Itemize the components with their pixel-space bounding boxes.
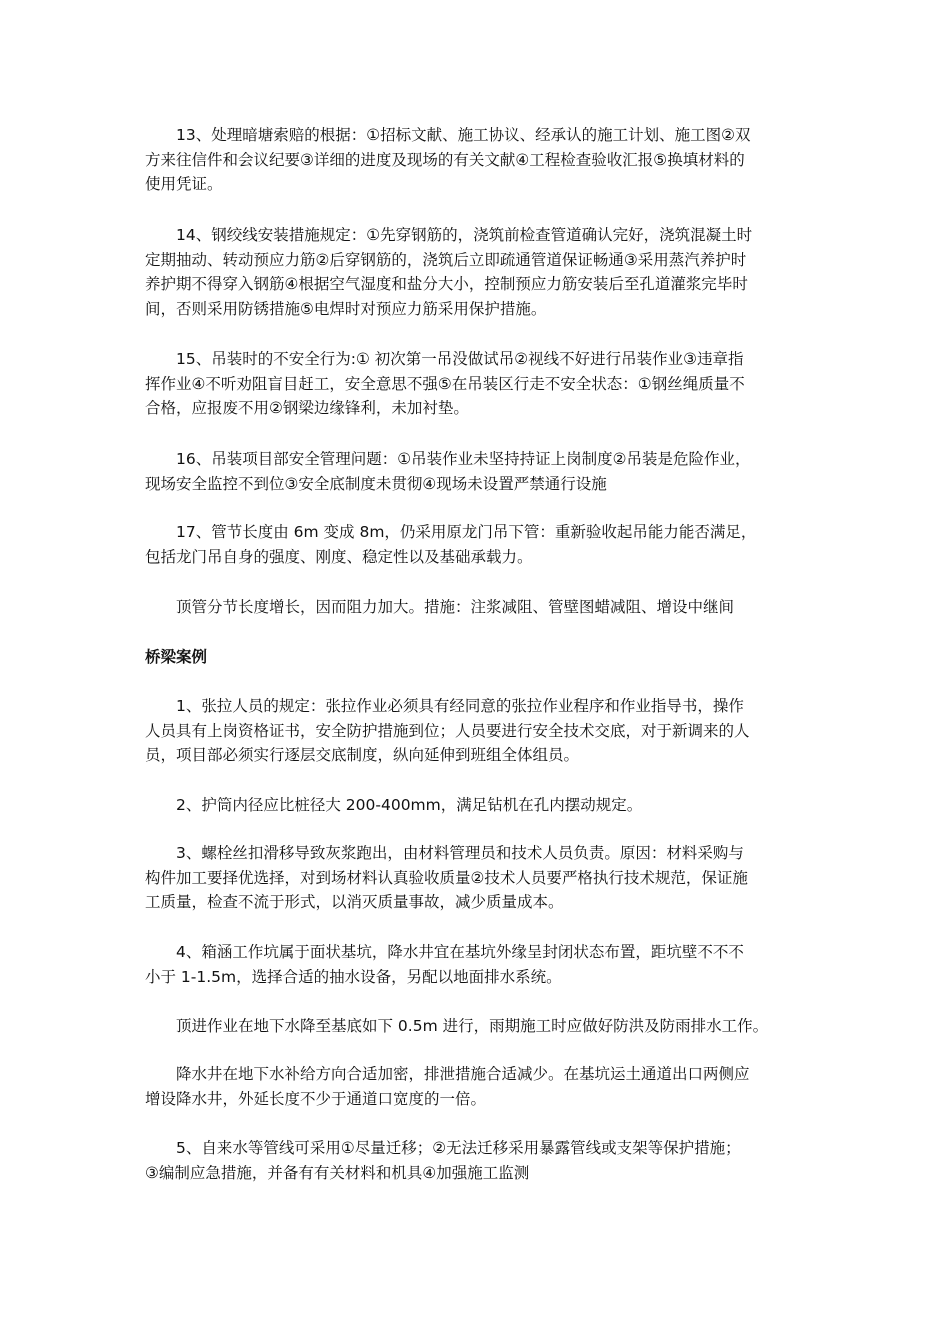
bridge-paragraph-1	[145, 694, 805, 768]
text-line: 顶管分节长度增长，因而阻力加大。措施：注浆减阻、管壁图蜡减阻、增设中继间	[176, 598, 735, 616]
paragraph-15	[145, 347, 805, 421]
paragraph-16	[145, 447, 805, 496]
text-line: 15、吊装时的不安全行为:① 初次第一吊没做试吊②视线不好进行吊装作业③违章指	[176, 350, 744, 368]
text-line: 人员具有上岗资格证书，安全防护措施到位；人员要进行安全技术交底，对于新调来的人	[145, 721, 750, 740]
bridge-paragraph-dewatering	[145, 1062, 805, 1111]
text-line: 挥作业④不听劝阻盲目赶工，安全意思不强⑤在吊装区行走不安全状态：①钢丝绳质量不	[145, 374, 745, 393]
text-line: 14、钢绞线安装措施规定：①先穿钢筋的，浇筑前检查管道确认完好，浇筑混凝土时	[176, 226, 753, 244]
text-line: 员，项目部必须实行逐层交底制度，纵向延伸到班组全体组员。	[145, 746, 580, 764]
text-line: 小于 1-1.5m，选择合适的抽水设备，另配以地面排水系统。	[145, 967, 562, 986]
text-line: 17、管节长度由 6m 变成 8m，仍采用原龙门吊下管：重新验收起吊能力能否满足，	[176, 523, 757, 541]
text-line: 养护期不得穿入钢筋④根据空气湿度和盐分大小，控制预应力筋安装后至孔道灌浆完毕时	[145, 275, 748, 293]
text-line: ③编制应急措施，并备有有关材料和机具④加强施工监测	[145, 1163, 530, 1182]
text-line: 使用凭证。	[145, 175, 223, 193]
text-line: 构件加工要择优选择，对到场材料认真验收质量②技术人员要严格执行技术规范，保证施	[145, 868, 748, 887]
section-title: 桥梁案例	[145, 648, 208, 666]
paragraph-jacking	[145, 595, 805, 620]
text-line: 间，否则采用防锈措施⑤电焊时对预应力筋采用保护措施。	[145, 299, 547, 318]
paragraph-13	[145, 123, 805, 197]
text-line: 3、螺栓丝扣滑移导致灰浆跑出，由材料管理员和技术人员负责。原因：材料采购与	[176, 844, 744, 862]
text-line: 增设降水井，外延长度不少于通道口宽度的一倍。	[145, 1089, 487, 1108]
text-line: 顶进作业在地下水降至基底如下 0.5m 进行，雨期施工时应做好防洪及防雨排水工作。	[176, 1017, 769, 1035]
text-line: 16、吊装项目部安全管理问题：①吊装作业未坚持持证上岗制度②吊装是危险作业，	[176, 450, 751, 468]
text-line: 4、箱涵工作坑属于面状基坑，降水井宜在基坑外缘呈封闭状态布置，距坑壁不不不	[176, 943, 744, 961]
text-line: 降水井在地下水补给方向合适加密，排泄措施合适减少。在基坑运土通道出口两侧应	[176, 1065, 750, 1083]
text-line: 现场安全监控不到位③安全底制度未贯彻④现场未设置严禁通行设施	[145, 474, 607, 493]
text-line: 工质量，检查不流于形式，以消灭质量事故，减少质量成本。	[145, 893, 564, 911]
text-line: 方来往信件和会议纪要③详细的进度及现场的有关文献④工程检查验收汇报⑤换填材料的	[145, 150, 745, 169]
text-line: 包括龙门吊自身的强度、刚度、稳定性以及基础承载力。	[145, 547, 533, 566]
text-line: 1、张拉人员的规定：张拉作业必须具有经同意的张拉作业程序和作业指导书，操作	[176, 697, 744, 715]
bridge-paragraph-jacking	[145, 1014, 805, 1039]
bridge-paragraph-5	[145, 1136, 805, 1185]
text-line: 合格，应报废不用②钢梁边缘锋利，未加衬垫。	[145, 399, 469, 417]
paragraph-14	[145, 223, 805, 321]
text-line: 2、护筒内径应比桩径大 200-400mm，满足钻机在孔内摆动规定。	[176, 796, 643, 814]
bridge-paragraph-3	[145, 841, 805, 915]
bridge-paragraph-4	[145, 940, 805, 989]
text-line: 5、自来水等管线可采用①尽量迁移；②无法迁移采用暴露管线或支架等保护措施；	[176, 1139, 741, 1157]
text-line: 定期抽动、转动预应力筋②后穿钢筋的，浇筑后立即疏通管道保证畅通③采用蒸汽养护时	[145, 250, 747, 269]
text-line: 13、处理暗塘索赔的根据：①招标文献、施工协议、经承认的施工计划、施工图②双	[176, 126, 751, 144]
bridge-paragraph-2	[145, 793, 805, 818]
paragraph-17	[145, 520, 805, 569]
